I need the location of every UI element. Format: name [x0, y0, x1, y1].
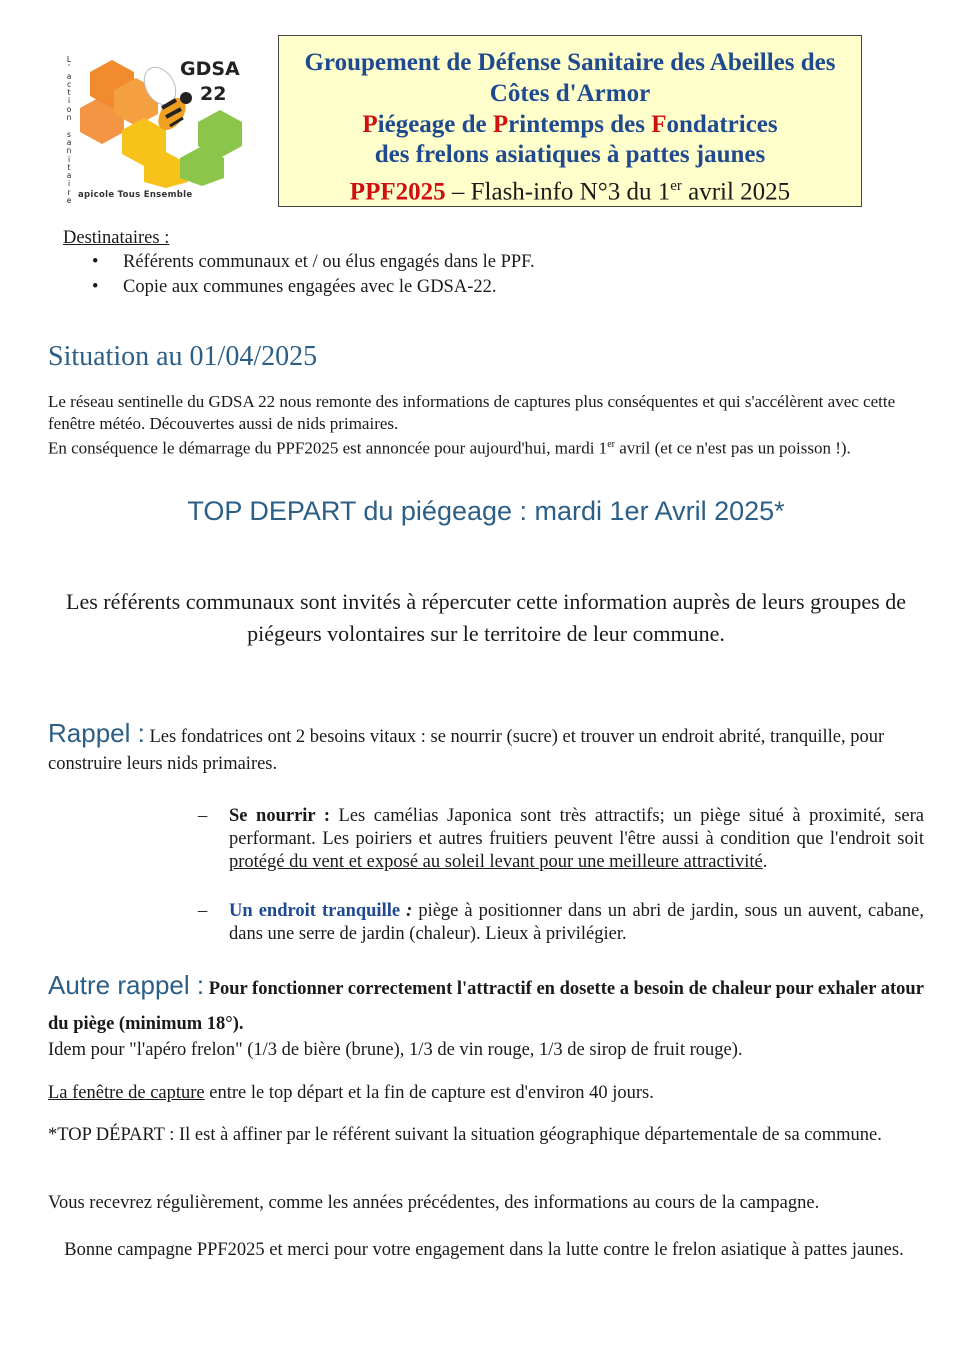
list-item-endroit-tranquille: – Un endroit tranquille : piège à positionner dans un abri de jardin, sous un auvent, cabane, dans une serre de jardin (chaleur). Lieux à privilégier.	[198, 901, 924, 944]
fenetre-capture-line: La fenêtre de capture entre le top départ et la fin de capture est d'environ 40 jours.	[48, 1083, 654, 1103]
header-line-5: PPF2025 – Flash-info N°3 du 1er avril 2025	[349, 178, 791, 206]
logo-brand: GDSA	[180, 58, 240, 80]
list-item: • Copie aux communes engagées avec le GDSA-22.	[92, 277, 497, 297]
header-line-4: des frelons asiatiques à pattes jaunes	[374, 141, 766, 169]
bee-head	[180, 92, 192, 104]
logo-bottom-text: apicole Tous Ensemble	[78, 190, 193, 200]
autre-rappel-heading: Autre rappel :	[48, 970, 205, 1000]
gdsa-logo	[62, 56, 252, 206]
header-line-1: Groupement de Défense Sanitaire des Abeilles des	[304, 49, 836, 76]
list-item: • Référents communaux et / ou élus engagés dans le PPF.	[92, 252, 535, 272]
header-title-box	[278, 35, 862, 207]
rappel-heading: Rappel :	[48, 718, 145, 748]
header-line-3: Piégeage de Printemps des Fondatrices	[362, 110, 778, 138]
rappel-paragraph: Rappel : Les fondatrices ont 2 besoins vitaux : se nourrir (sucre) et trouver un endroit abrité, tranquille, pour construire leurs nids primaires.	[48, 718, 885, 774]
situation-heading: Situation au 01/04/2025	[48, 341, 318, 372]
closing-paragraph: Bonne campagne PPF2025 et merci pour votre engagement dans la lutte contre le frelon asiatique à pattes jaunes.	[64, 1240, 904, 1260]
autre-rappel-paragraph: Autre rappel : Pour fonctionner correctement l'attractif en dosette a besoin de chaleur pour exhaler atour du piège (minimum 18°).	[48, 970, 924, 1034]
top-depart-note: *TOP DÉPART : Il est à affiner par le référent suivant la situation géographique départementale de sa commune.	[48, 1125, 882, 1145]
logo-number: 22	[200, 83, 227, 105]
situation-paragraph: Le réseau sentinelle du GDSA 22 nous remonte des informations de captures plus conséquentes et qui s'accélèrent avec cette fenêtre météo. Découvertes aussi de nids primaires. En conséquence le démarrage du PPF2025 est annoncée pour aujourd'hui, mardi 1er avril (et ce n'est pas un poisson !).	[48, 392, 896, 458]
header-line-2: Côtes d'Armor	[489, 79, 651, 107]
referents-paragraph: Les référents communaux sont invités à répercuter cette information auprès de leurs groupes de piégeurs volontaires sur le territoire de leur commune.	[66, 589, 906, 646]
destinataires-title: Destinataires :	[63, 228, 170, 248]
apero-frelon-line: Idem pour "l'apéro frelon" (1/3 de bière (brune), 1/3 de vin rouge, 1/3 de sirop de fruit rouge).	[48, 1040, 743, 1060]
list-item-se-nourrir: – Se nourrir : Les camélias Japonica sont très attractifs; un piège situé à proximité, sera performant. Les poiriers et autres fruitiers peuvent l'être aussi à condition que l'endroit soit protégé du vent et exposé au soleil levant pour une meilleure attractivité.	[198, 806, 924, 872]
information-line: Vous recevrez régulièrement, comme les années précédentes, des informations au cours de la campagne.	[48, 1193, 820, 1213]
logo-vertical-text: L ' a c t i o n s a n i t a i r e	[66, 55, 72, 206]
top-depart-heading: TOP DEPART du piégeage : mardi 1er Avril 2025*	[187, 496, 785, 526]
